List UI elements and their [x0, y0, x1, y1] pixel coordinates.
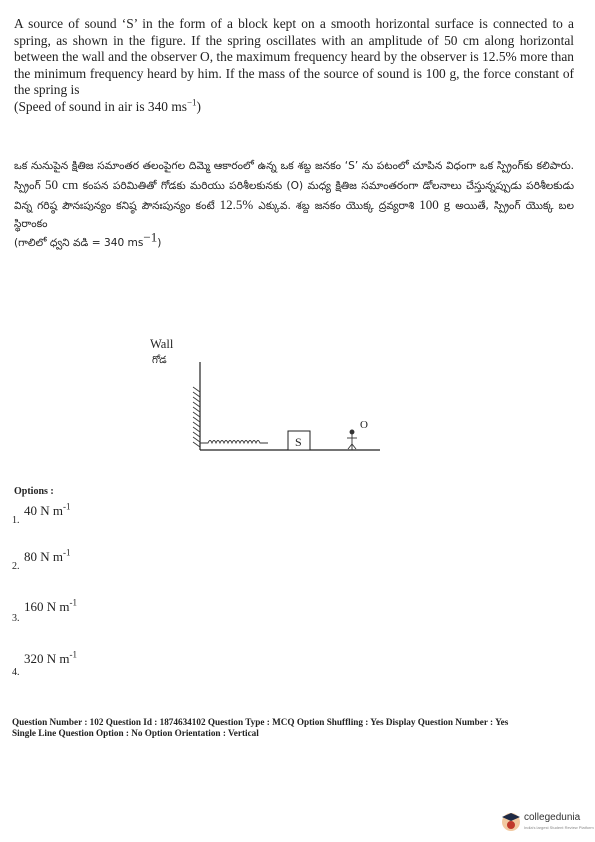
option-1-number: 1.: [12, 515, 20, 526]
observer-label: O: [360, 419, 368, 431]
logo-tagline: India's largest Student Review Platform: [524, 825, 594, 830]
option-4-number: 4.: [12, 667, 20, 678]
logo-name: collegedunia: [524, 812, 581, 823]
option-3-number: 3.: [12, 613, 20, 624]
source-block-label: S: [295, 435, 302, 449]
question-text-english: [14, 16, 574, 116]
options-title: Options :: [14, 486, 54, 497]
option-2[interactable]: 80 N $m^{-1}$: [24, 547, 71, 564]
observer-icon: [347, 430, 357, 450]
spring-block-figure: [150, 332, 390, 467]
option-3[interactable]: 160 N $m^{-1}$: [24, 597, 77, 614]
option-1[interactable]: 40 N $m^{-1}$: [24, 501, 71, 518]
option-4[interactable]: 320 N $m^{-1}$: [24, 649, 77, 666]
wall-label-telugu: గోడ: [152, 355, 167, 366]
wall-label: Wall: [150, 337, 174, 351]
question-metadata: Question Number : 102 Question Id : 1874634102 Question Type : MCQ Option Shuffling : Yes Display Question Number : Yes Single Line Question Option : No Option Orientation : Vertical: [12, 717, 509, 738]
wall-hatch: [193, 387, 200, 447]
question-english-note: (Speed of sound in air is 340 $ms^{-1}$): [14, 97, 201, 114]
question-telugu-note: (గాలిలో ధ్వని వడి = 340 $ms^{-1}$): [14, 229, 162, 250]
option-2-number: 2.: [12, 561, 20, 572]
question-english-body: A source of sound ‘S’ in the form of a block kept on a smooth horizontal surface is connected to a spring, as shown in the figure. If the spring oscillates with an amplitude of 50 cm along horizontal between the wall and the observer O, the maximum frequency heard by the observer is 12.5% more than the minimum frequency heard by him. If the mass of the source of sound is 100 g, the force constant of the spring is: [14, 16, 574, 98]
spring: [200, 441, 268, 444]
question-text-telugu: ఒక నునుపైన క్షితిజ సమాంతర తలంపైగల దిమ్మె ఆకారంలో ఉన్న ఒక శబ్ద జనకం ‘S’ ను పటంలో చూపిన విధంగా ఒక స్ప్రింగ్‌కు కలిపారు. స్ప్రింగ్ 50 cm కంపన పరిమితితో గోడకు మరియు పరిశీలకునకు (O) మధ్య క్షితిజ సమాంతరంగా డోలనాలు చేస్తున్నప్పుడు పరిశీలకుడు విన్న గరిష్ఠ పౌనఃపున్యం కనిష్ఠ పౌనఃపున్యం కంటే 12.5% ఎక్కువ. శబ్ద జనకం యొక్క ద్రవ్యరాశి 100 g అయితే, స్ప్రింగ్ యొక్క బల స్థిరాంకం (గాలిలో ధ్వని వడి = 340 $ms^{-1}$): [14, 160, 575, 250]
